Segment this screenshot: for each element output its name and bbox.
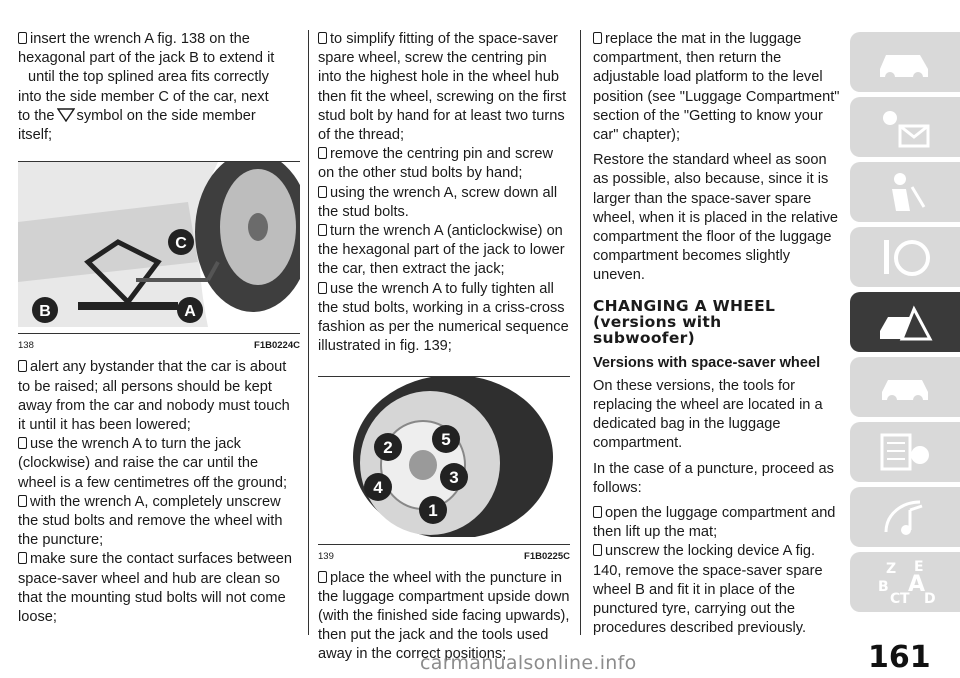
column-3 [593, 30, 843, 638]
bullet-item: to simplify fitting of the space-saver spare wheel, screw the centring pin into the highest hole in the wheel hub then fit the wheel, screwing on the first stud bolt by hand for at least two turns of the thread; [318, 31, 567, 144]
svg-text:C: C [890, 591, 901, 607]
index-icon [872, 557, 938, 607]
figure-label-2: 2 [383, 438, 393, 458]
bullet-item: insert the wrench A fig. 138 on the [18, 30, 300, 49]
bullet-item: place the wheel with the puncture in the luggage compartment upside down (with the finished side facing upwards), then put the jack and the tools used away in the correct positions; [318, 569, 570, 663]
tab-warning-lights[interactable] [850, 97, 960, 157]
figure-label-3: 3 [449, 468, 459, 488]
page-number: 161 [868, 640, 931, 675]
chapter-tabs [850, 32, 960, 617]
checkbox-bullet-icon [18, 32, 27, 44]
checkbox-bullet-icon [593, 544, 602, 556]
column-divider [580, 30, 581, 635]
figure-number: 139 [318, 550, 334, 562]
svg-text:B: B [878, 579, 889, 595]
tab-index[interactable] [850, 552, 960, 612]
checkbox-bullet-icon [18, 552, 27, 564]
column-1: insert the wrench A fig. 138 on the hexagonal part of the jack B to extend it until the top splined area fits correctly into the side member C of the car, next to the symbol on the side member itself; C B A 138 F1B0224C alert any bystander that the car is about to be raised; all persons should be kept away from the car and nobody must touch it until it has been lowered; use the wrench A to turn the jack (clockwise) and raise the car until the wheel is a few centimetres off the ground; with the wrench A, completely unscrew the stud bolts and remove the wheel with the puncture; make sure the contact surfaces between space-saver wheel and hub are clean so that the mounting stud bolts will not come loose; [18, 30, 300, 627]
svg-text:T: T [900, 591, 910, 607]
figure-label-c: C [175, 235, 187, 253]
checkbox-bullet-icon [18, 360, 27, 372]
checkbox-bullet-icon [18, 437, 27, 449]
multimedia-icon [872, 492, 938, 542]
column-divider [308, 30, 309, 635]
bullet-item: make sure the contact surfaces between space-saver wheel and hub are clean so that the mounting stud bolts will not come loose; [18, 551, 293, 626]
paragraph: On these versions, the tools for replacing the wheel are located in a dedicated bag in the luggage compartment. [593, 377, 823, 452]
airbag-seat-icon [872, 167, 938, 217]
tab-multimedia[interactable] [850, 487, 960, 547]
checkbox-bullet-icon [593, 32, 602, 44]
column-2 [318, 30, 570, 665]
bullet-item: unscrew the locking device A fig. 140, remove the space-saver spare wheel B and fit it in place of the punctured tyre, carrying out the procedures described previously. [593, 543, 823, 637]
svg-text:E: E [914, 559, 924, 575]
breakdown-icon [872, 297, 938, 347]
bullet-item: with the wrench A, completely unscrew the stud bolts and remove the wheel with the puncture; [18, 493, 283, 549]
jack-illustration [18, 162, 300, 327]
bullet-item: replace the mat in the luggage compartment, then return the adjustable load platform to the level position (see "Luggage Compartment" section of the "Getting to know your car" chapter); [593, 31, 840, 144]
bullet-item: use the wrench A to fully tighten all the stud bolts, working in a criss-cross fashion as per the numerical sequence illustrated in fig. 139; [318, 280, 569, 355]
checkbox-bullet-icon [318, 186, 327, 198]
tab-maintenance[interactable] [850, 357, 960, 417]
svg-text:Z: Z [886, 561, 897, 577]
subheading: Versions with space-saver wheel [593, 354, 821, 371]
checkbox-bullet-icon [318, 224, 327, 236]
checkbox-bullet-icon [18, 495, 27, 507]
car-icon [872, 37, 938, 87]
paragraph: In the case of a puncture, proceed as follows: [593, 460, 834, 496]
svg-text:D: D [924, 591, 936, 607]
tab-emergency[interactable] [850, 292, 960, 352]
checkbox-bullet-icon [593, 506, 602, 518]
figure-label-1: 1 [428, 501, 438, 521]
paragraph: Restore the standard wheel as soon as possible, also because, since it is larger than the space-saver spare wheel, when it is placed in the relative compartment the floor of the luggage compartment becomes slightly uneven. [593, 152, 838, 284]
wheel-illustration [318, 377, 570, 537]
figure-label-5: 5 [441, 430, 451, 450]
figure-label-b: B [39, 303, 51, 321]
bullet-item: using the wrench A, screw down all the stud bolts. [318, 184, 558, 220]
bullet-item: alert any bystander that the car is about to be raised; all persons should be kept away from the car and nobody must touch it until it has been lowered; [18, 359, 290, 434]
bullet-item: open the luggage compartment and then lift up the mat; [593, 505, 836, 541]
tab-safety[interactable] [850, 162, 960, 222]
bullet-item: remove the centring pin and screw on the other stud bolts by hand; [318, 146, 554, 182]
tab-technical-data[interactable] [850, 422, 960, 482]
checkbox-bullet-icon [318, 147, 327, 159]
bullet-item: use the wrench A to turn the jack (clockwise) and raise the car until the wheel is a few centimetres off the ground; [18, 436, 288, 491]
steering-wheel-icon [872, 232, 938, 282]
bullet-item: turn the wrench A (anticlockwise) on the hexagonal part of the jack to lower the car, then extract the jack; [318, 223, 565, 278]
technical-data-icon [872, 427, 938, 477]
triangle-symbol-icon [57, 108, 75, 122]
checkbox-bullet-icon [318, 32, 327, 44]
svg-text:A: A [908, 572, 926, 597]
figure-label-4: 4 [373, 478, 383, 498]
watermark: carmanualsonline.info [420, 652, 637, 674]
car-maintenance-icon [872, 362, 938, 412]
figure-138 [18, 161, 300, 350]
figure-code: F1B0224C [254, 340, 300, 352]
checkbox-bullet-icon [318, 571, 327, 583]
section-title: CHANGING A WHEEL (versions with subwoofer) [593, 296, 776, 347]
figure-label-a: A [184, 303, 196, 321]
figure-code: F1B0225C [524, 550, 570, 562]
figure-caption [18, 333, 300, 350]
figure-139 [318, 376, 570, 560]
figure-number: 138 [18, 340, 34, 352]
checkbox-bullet-icon [318, 282, 327, 294]
figure-caption [318, 544, 570, 561]
tab-driving[interactable] [850, 227, 960, 287]
warning-lights-icon [872, 102, 938, 152]
tab-car[interactable] [850, 32, 960, 92]
